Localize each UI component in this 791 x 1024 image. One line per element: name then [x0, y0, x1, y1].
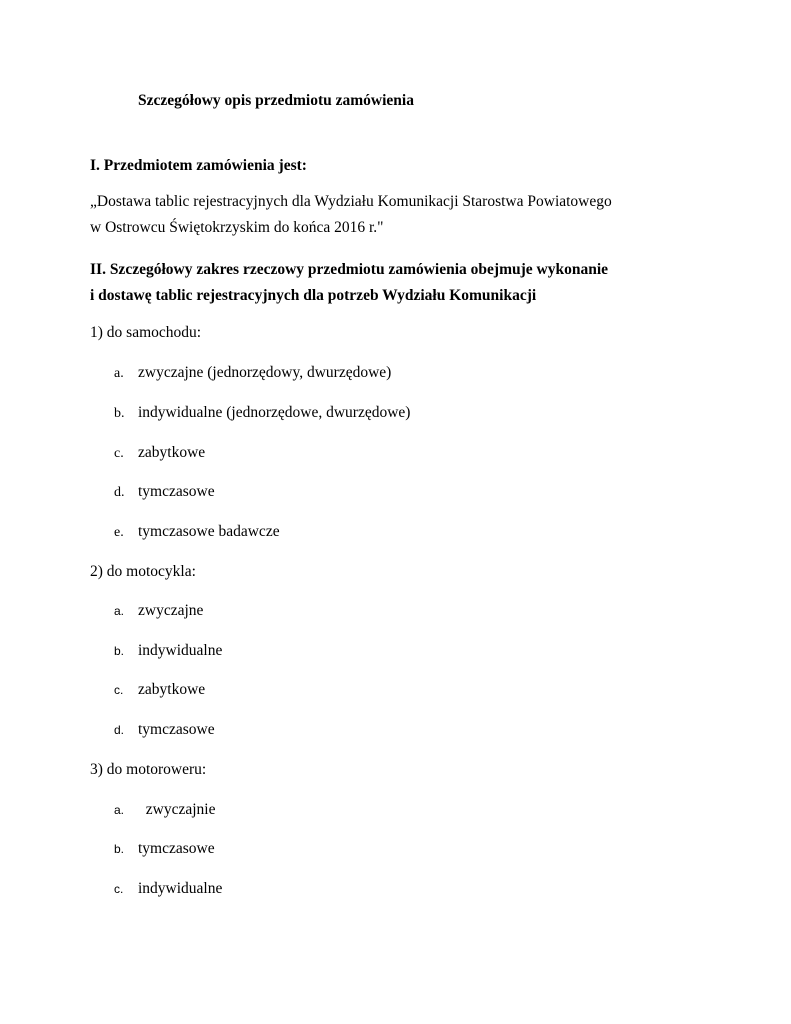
list-marker: c.	[114, 683, 124, 697]
section-1-body	[90, 189, 612, 241]
list-item-text: zabytkowe	[138, 681, 206, 698]
list-item-text: zwyczajne	[138, 602, 204, 619]
list-marker: c.	[114, 446, 124, 461]
list-marker: b.	[114, 406, 125, 421]
list-marker: b.	[114, 644, 125, 658]
list-marker: a.	[114, 366, 124, 381]
list-item-text: tymczasowe	[138, 721, 215, 738]
list-item-text: indywidualne (jednorzędowe, dwurzędowe)	[138, 404, 411, 421]
list-item-text: tymczasowe	[138, 840, 215, 857]
list-item	[114, 362, 391, 385]
document-title: Szczegółowy opis przedmiotu zamówienia	[138, 92, 414, 109]
list-item-text: zwyczajne (jednorzędowy, dwurzędowe)	[138, 364, 392, 381]
list-item-text: indywidualne	[138, 642, 223, 659]
section-2-heading	[90, 257, 608, 309]
list-item	[114, 679, 205, 701]
list-item	[114, 521, 280, 544]
list-item	[114, 719, 215, 741]
list-item-text: tymczasowe badawcze	[138, 523, 280, 540]
list-item-text: indywidualne	[138, 880, 223, 897]
list-item	[114, 640, 222, 662]
list-marker: a.	[114, 604, 125, 618]
section-1-line-2: w Ostrowcu Świętokrzyskim do końca 2016 r."	[90, 219, 384, 236]
list-item-text: zwyczajnie	[138, 801, 216, 818]
list-marker: e.	[114, 525, 124, 540]
list-item-text: zabytkowe	[138, 444, 206, 461]
list-item	[114, 878, 222, 900]
list-item	[114, 838, 215, 860]
group-label-motorcycle: 2) do motocykla:	[90, 563, 196, 580]
list-marker: d.	[114, 485, 125, 500]
list-marker: a.	[114, 803, 125, 817]
list-item	[114, 481, 215, 504]
section-1-heading: I. Przedmiotem zamówienia jest:	[90, 157, 307, 174]
list-marker: b.	[114, 842, 125, 856]
group-label-car: 1) do samochodu:	[90, 324, 202, 341]
list-item-text: tymczasowe	[138, 483, 215, 500]
list-item	[114, 600, 203, 622]
list-marker: d.	[114, 723, 125, 737]
list-item	[114, 442, 205, 465]
section-1-line-1: „Dostawa tablic rejestracyjnych dla Wydziału Komunikacji Starostwa Powiatowego	[90, 193, 612, 210]
section-2-line-2: i dostawę tablic rejestracyjnych dla potrzeb Wydziału Komunikacji	[90, 287, 537, 304]
section-2-line-1: II. Szczegółowy zakres rzeczowy przedmiotu zamówienia obejmuje wykonanie	[90, 261, 609, 278]
group-label-moped: 3) do motoroweru:	[90, 761, 207, 778]
list-item	[114, 799, 215, 821]
list-marker: c.	[114, 882, 124, 896]
list-item	[114, 402, 410, 425]
